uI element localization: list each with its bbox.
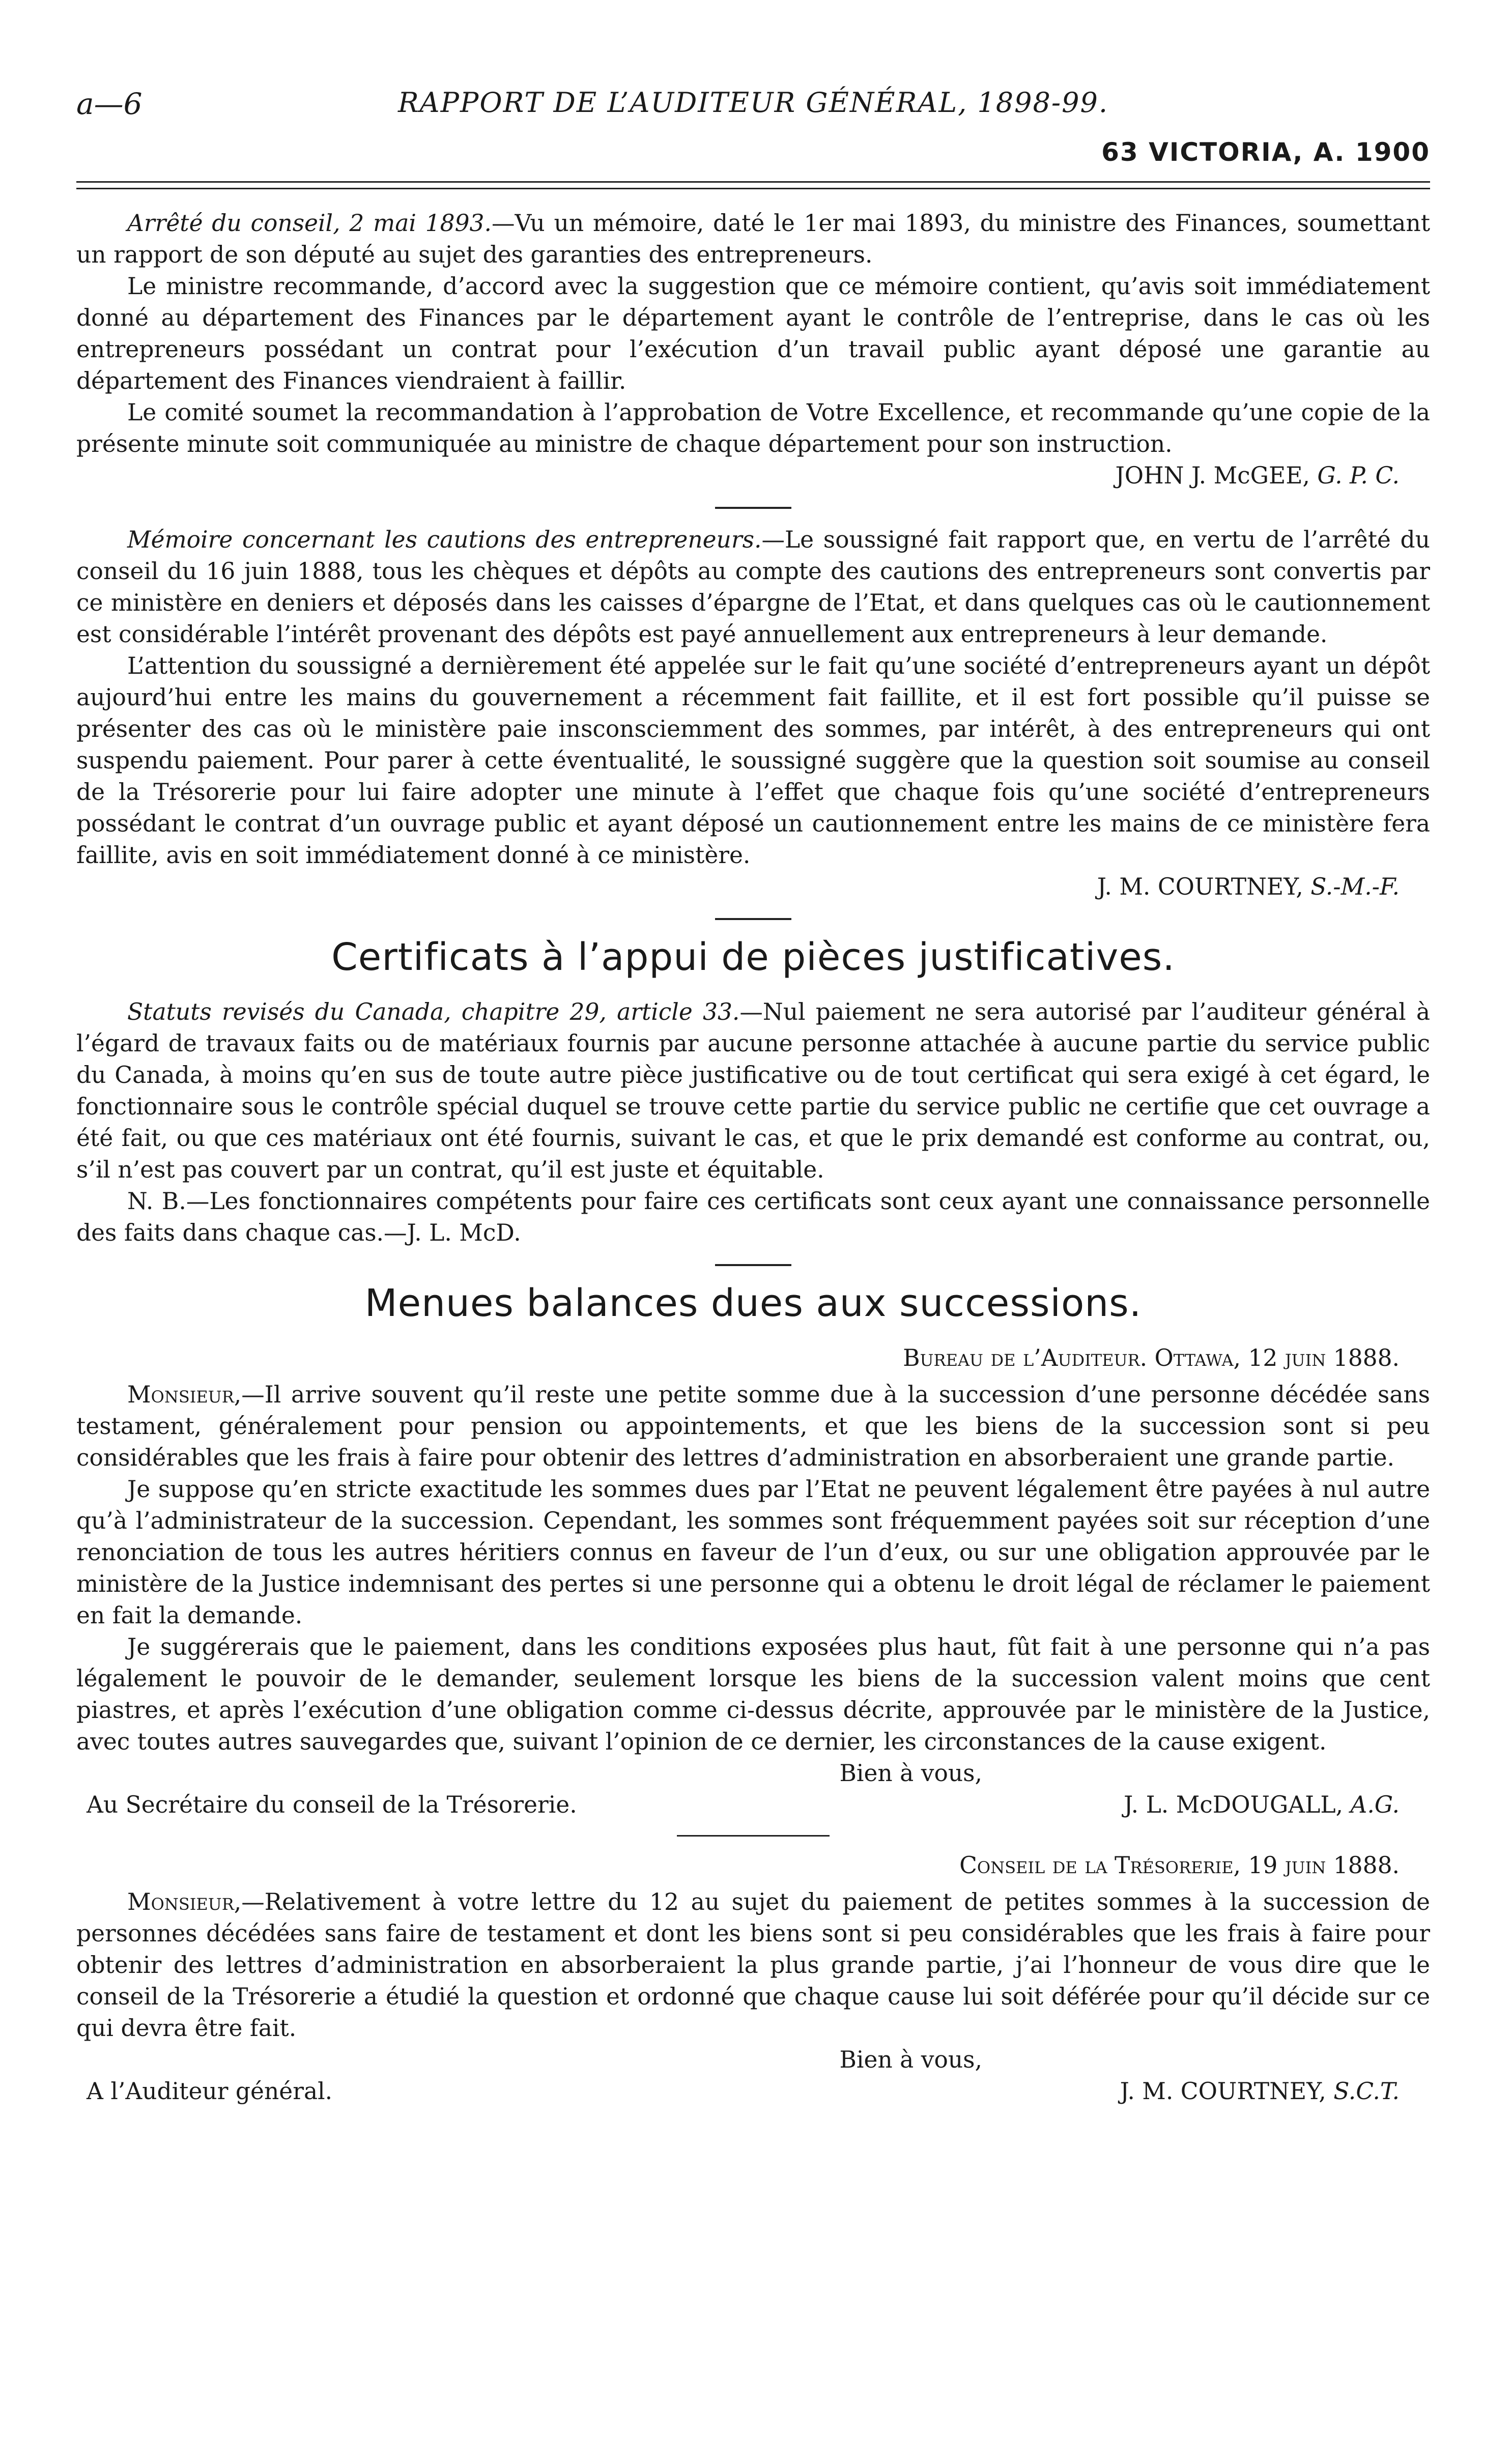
order-in-council <box>76 208 1430 492</box>
letter2-paragraph-1: Monsieur,—Relativement à votre lettre du 12 au sujet du paiement de petites sommes à la succession de personnes décédées sans faire de testament et dont les biens sont si peu considérables que les frais à faire pour obtenir des lettres d’administration en absorberaient la plus grande partie, j’ai l’honneur de vous dire que le conseil de la Trésorerie a étudié la question et ordonné que chaque cause lui soit déférée pour qu’il décide sur ce qui devra être fait. <box>76 1888 1430 2042</box>
letter2-footer <box>76 2076 1430 2107</box>
memorandum <box>76 524 1430 903</box>
order-signature: JOHN J. McGEE, G. P. C. <box>1115 462 1400 489</box>
letter2-salutation: Monsieur, <box>127 1888 242 1915</box>
letter1-paragraph-3: Je suggérerais que le paiement, dans les conditions exposées plus haut, fût fait à une personne qui n’a pas légalement le pouvoir de le demander, seulement lorsque les biens de la succession valent moins que cent piastres, et après l’exécution d’une obligation comme ci-dessus décrite, approuvée par le ministère de la Justice, avec toutes autres sauvegardes que, suivant l’opinion de ce dernier, les circonstances de la cause exigent. <box>76 1634 1430 1755</box>
session-label: 63 VICTORIA, A. 1900 <box>1101 137 1430 167</box>
letter1-addressee: Au Secrétaire du conseil de la Trésorerie. <box>87 1791 577 1818</box>
memo-signature: J. M. COURTNEY, S.-M.-F. <box>1097 873 1400 900</box>
balances-section <box>76 1281 1430 2107</box>
letter1-paragraph-2: Je suppose qu’en stricte exactitude les sommes dues par l’Etat ne peuvent légalement être payées à nul autre qu’à l’administrateur de la succession. Cependant, les sommes sont fréquemment payées soit sur réception d’une renonciation de tous les autres héritiers connus en faveur de l’un d’eux, ou sur une obligation approuvée par le ministère de la Justice indemnisant des pertes si une personne qui a obtenu le droit légal de réclamer le paiement en fait la demande. <box>76 1476 1430 1629</box>
letter-divider <box>677 1835 830 1837</box>
certificats-note: N. B.—Les fonctionnaires compétents pour faire ces certificats sont ceux ayant une connaissance personnelle des faits dans chaque cas.—J. L. McD. <box>76 1188 1430 1246</box>
page-number: a—6 <box>76 87 142 121</box>
letter2-place-date: Conseil de la Trésorerie, 19 juin 1888. <box>959 1852 1400 1879</box>
header-double-rule <box>76 181 1430 189</box>
order-paragraph-2: Le ministre recommande, d’accord avec la suggestion que ce mémoire contient, qu’avis soit immédiatement donné au département des Finances par le département ayant le contrôle de l’entreprise, dans le cas où les entrepreneurs possédant un contrat pour l’exécution d’un travail public ayant déposé une garantie au département des Finances viendraient à faillir. <box>76 273 1430 394</box>
letter1-signature: J. L. McDOUGALL, A.G. <box>1123 1791 1400 1818</box>
certificats-heading: Certificats à l’appui de pièces justificatives. <box>331 935 1175 979</box>
letter1-place-date: Bureau de l’Auditeur. Ottawa, 12 juin 1888. <box>903 1344 1400 1371</box>
section-divider <box>715 1264 791 1266</box>
balances-heading: Menues balances dues aux successions. <box>364 1281 1142 1325</box>
section-divider <box>715 918 791 920</box>
document-page <box>76 76 1430 2107</box>
letter2-addressee: A l’Auditeur général. <box>87 2078 333 2105</box>
page-header <box>76 76 1430 132</box>
statute-reference: Statuts revisés du Canada, chapitre 29, article 33. <box>127 998 740 1025</box>
section-divider <box>715 507 791 509</box>
letter2-signature: J. M. COURTNEY, S.C.T. <box>1120 2078 1400 2105</box>
memo-paragraph-2: L’attention du soussigné a dernièrement été appelée sur le fait qu’une société d’entrepreneurs ayant un dépôt aujourd’hui entre les mains du gouvernement a récemment fait faillite, et il est fort possible qu’il puisse se présenter des cas où le ministère paie insconsciemment des sommes, par intérêt, à des entrepreneurs qui ont suspendu paiement. Pour parer à cette éventualité, le soussigné suggère que la question soit soumise au conseil de la Trésorerie pour lui faire adopter une minute à l’effet que chaque fois qu’une société d’entrepreneurs possédant le contrat d’un ouvrage public et ayant déposé un cautionnement entre les mains de ce ministère fera faillite, avis en soit immédiatement donné à ce ministère. <box>76 652 1430 869</box>
letter1-closing: Bien à vous, <box>839 1760 982 1787</box>
running-title: RAPPORT DE L’AUDITEUR GÉNÉRAL, 1898-99. <box>398 87 1108 119</box>
order-paragraph-1: Arrêté du conseil, 2 mai 1893.—Vu un mémoire, daté le 1er mai 1893, du ministre des Finances, soumettant un rapport de son député au sujet des garanties des entrepreneurs. <box>76 210 1430 268</box>
certificats-section <box>76 935 1430 1249</box>
memo-paragraph-1: Mémoire concernant les cautions des entrepreneurs.—Le soussigné fait rapport que, en vertu de l’arrêté du conseil du 16 juin 1888, tous les chèques et dépôts au compte des cautions des entrepreneurs sont convertis par ce ministère en deniers et déposés dans les caisses d’épargne de l’Etat, et dans quelques cas où le cautionnement est considérable l’intérêt provenant des dépôts est payé annuellement aux entrepreneurs à leur demande. <box>76 526 1430 648</box>
letter2-closing: Bien à vous, <box>839 2046 982 2073</box>
order-paragraph-3: Le comité soumet la recommandation à l’approbation de Votre Excellence, et recommande qu’une copie de la présente minute soit communiquée au ministre de chaque département pour son instruction. <box>76 399 1430 457</box>
order-lead: Arrêté du conseil, 2 mai 1893. <box>127 210 492 237</box>
letter1-salutation: Monsieur, <box>127 1381 242 1408</box>
memo-lead: Mémoire concernant les cautions des entrepreneurs. <box>127 526 762 553</box>
letter1-paragraph-1: Monsieur,—Il arrive souvent qu’il reste une petite somme due à la succession d’une personne décédée sans testament, généralement pour pension ou appointements, et que les biens de la succession sont si peu considérables que les frais à faire pour obtenir des lettres d’administration en absorberaient une grande partie. <box>76 1381 1430 1471</box>
letter1-footer <box>76 1789 1430 1821</box>
certificats-paragraph-1: Statuts revisés du Canada, chapitre 29, article 33.—Nul paiement ne sera autorisé par l’auditeur général à l’égard de travaux faits ou de matériaux fournis par aucune personne attachée à aucune partie du service public du Canada, à moins qu’en sus de toute autre pièce justificative ou de tout certificat qui sera exigé à cet égard, le fonctionnaire sous le contrôle spécial duquel se trouve cette partie du service public ne certifie que cet ouvrage a été fait, ou que ces matériaux ont été fournis, suivant le cas, et que le prix demandé est conforme au contrat, ou, s’il n’est pas couvert par un contrat, qu’il est juste et équitable. <box>76 998 1430 1183</box>
